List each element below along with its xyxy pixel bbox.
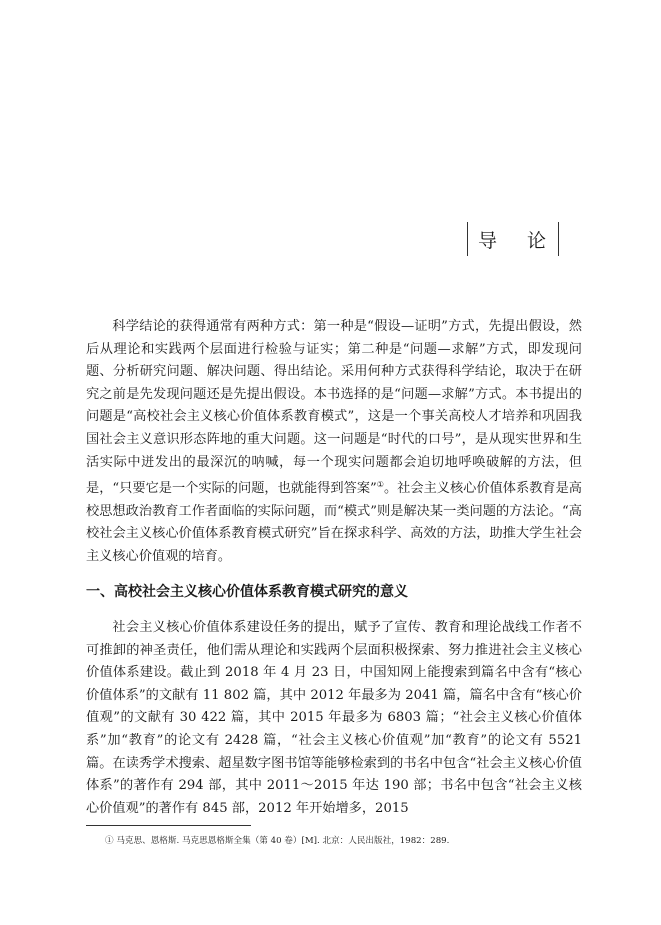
section-heading: 一、高校社会主义核心价值体系教育模式研究的意义 xyxy=(86,584,408,600)
footnote-divider xyxy=(86,825,251,826)
intro-paragraph xyxy=(86,316,582,569)
section-body xyxy=(86,617,582,820)
chapter-title xyxy=(467,222,559,256)
intro-section xyxy=(86,316,582,569)
chapter-title-char-2: 论 xyxy=(526,229,546,252)
intro-text-part-1: 科学结论的获得通常有两种方式：第一种是“假设—证明”方式，先提出假设，然后从理论和实践两个层面进行检验与证实；第二种是“问题—求解”方式，即发现问题、分析研究问题、解决问题、得出结论。采用何种方式获得科学结论，取决于在研究之前是先发现问题还是先提出假设。本书选择的是“问题—求解”方式。本书提出的问题是“高校社会主义核心价值体系教育模式”，这是一个事关高校人才培养和巩固我国社会主义意识形态阵地的重大问题。这一问题是“时代的口号”，是从现实世界和生活实际中迸发出的最深沉的呐喊，每一个现实问题都会迫切地呼唤破解的方法，但是，“只要它是一个实际的问题，也就能得到答案” xyxy=(86,319,582,497)
footnote: ① 马克思、恩格斯. 马克思恩格斯全集（第 40 卷）[M]. 北京：人民出版社，1982：289. xyxy=(105,836,450,846)
chapter-title-char-1: 导 xyxy=(478,229,498,252)
section-paragraph: 社会主义核心价值体系建设任务的提出，赋予了宣传、教育和理论战线工作者不可推卸的神圣责任，他们需从理论和实践两个层面积极探索、努力推进社会主义核心价值体系建设。截止到 2018 年 4 月 23 日，中国知网上能搜索到篇名中含有“核心价值体系”的文献有 11 802 篇，其中 2012 年最多为 2041 篇，篇名中含有“核心价值观”的文献有 30 422 篇，其中 2015 年最多为 6803 篇；“社会主义核心价值体系”加“教育”的论文有 2428 篇，“社会主义核心价值观”加“教育”的论文有 5521 篇。在读秀学术搜索、超星数字图书馆等能够检索到的书名中包含“社会主义核心价值体系”的著作有 294 部，其中 2011～2015 年达 190 部；书名中包含“社会主义核心价值观”的著作有 845 部，2012 年开始增多，2015 xyxy=(86,620,582,816)
footnote-reference: ① xyxy=(376,480,384,490)
intro-text-part-2: 。社会主义核心价值体系教育是高校思想政治教育工作者面临的实际问题，而“模式”则是解决某一类问题的方法论。“高校社会主义核心价值体系教育模式研究”旨在探求科学、高效的方法，助推大学生社会主义核心价值观的培育。 xyxy=(86,481,582,564)
